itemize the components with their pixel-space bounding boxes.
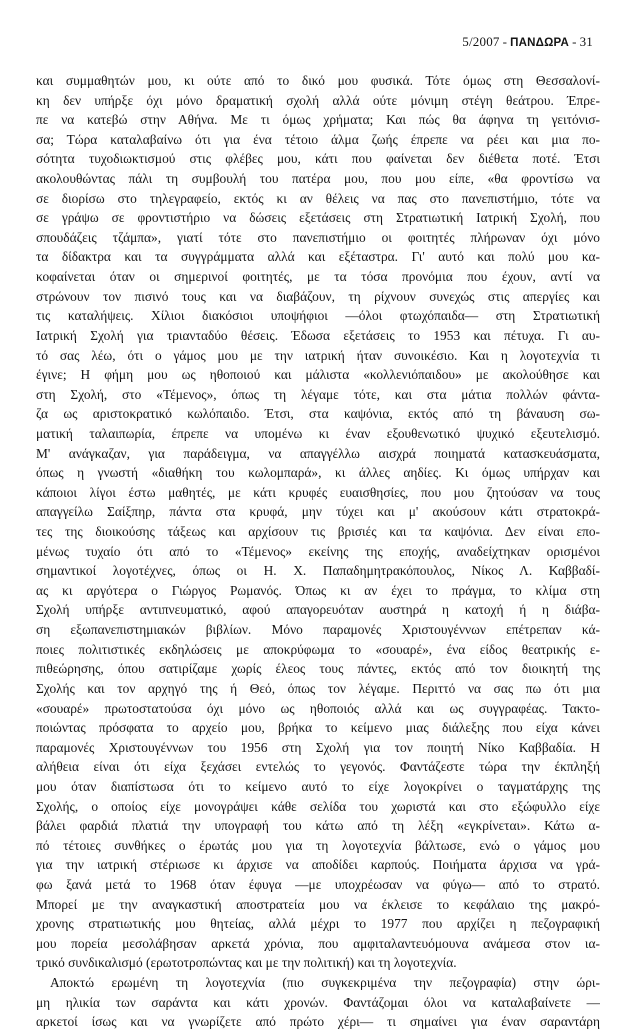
- text-line: Ιατρική Σχολή για τριανταδύο θέσεις. Έδωσα εξετάσεις το 1953 και πέτυχα. Γι αυ-: [36, 327, 600, 343]
- text-line: πό τέτοιες συνθήκες ο έρωτάς μου για τη λογοτεχνία βάλτωσε, ενώ ο γάμος μου: [36, 837, 600, 853]
- text-line: πε να κατεβώ στην Αθήνα. Με τι όμως χρήματα; Και πώς θα άφηνα τη γειτόνισ-: [36, 112, 600, 128]
- text-line: μη ηλικία των σαράντα και κάτι χρονών. Φαντάζομαι όλοι να καταλαβαίνετε —: [36, 994, 600, 1010]
- text-line: ζα ως αριστοκρατικό κωλόπαιδο. Έτσι, στα καψόνια, εκτός από τη βάναυση σω-: [36, 406, 600, 422]
- text-line: αρκετοί ίσως και να γνωρίζετε από πρώτο χέρι— τι σημαίνει για έναν σαραντάρη: [36, 1014, 600, 1030]
- text-line: ποιες πολιτιστικές εκδηλώσεις με αποκρύφωμα το «σουαρέ», ένα είδος θεατρικής ε-: [36, 641, 600, 657]
- text-line: χρονης στρατιωτικής μου θητείας, αλλά μέχρι το 1977 που αρχίζει η πεζογραφική: [36, 916, 600, 932]
- text-line: Αποκτώ ερωμένη τη λογοτεχνία (πιο συγκεκριμένα την πεζογραφία) στην ώρι-: [50, 975, 600, 991]
- text-line: μου πορεία μεσολάβησαν αρκετά χρόνια, που αμφιταλαντευόμουνα ανάμεσα στον ια-: [36, 935, 600, 951]
- text-line: ας κι αργότερα ο Γιώργος Ρωμανός. Όπως κι αν έχει το πράγμα, το κλίμα στη: [36, 582, 600, 598]
- text-line: Σχολής, ο οποίος είχε μονογράψει κάθε σελίδα του χωριστά και στο εξώφυλλο είχε: [36, 798, 600, 814]
- text-line: σότητα τυχοδιωκτισμού στις φλέβες μου, κάτι που φαίνεται δεν διέθετα ποτέ. Έτσι: [36, 151, 600, 167]
- text-line: ση εξωπανεπιστημιακών βιβλίων. Μόνο παραμονές Χριστουγέννων επέτρεπαν κά-: [36, 622, 600, 638]
- text-line: απαγγείλω Σαίξπηρ, πάντα στα κρυφά, μην τύχει και μ' ακούσουν κάτι στρατοκρά-: [36, 504, 600, 520]
- text-line: τό σας λέω, ότι ο γάμος μου με την ιατρική ήταν συνοικέσιο. Και η λογοτεχνία τι: [36, 347, 600, 363]
- text-line: κάποιοι λίγοι έστω μαθητές, με κάτι κρυφές ευαισθησίες, που μου ζητούσαν να τους: [36, 484, 600, 500]
- text-line: τα δίδακτρα και τα συγγράμματα αλλά και εξέταστρα. Γι' αυτό και πολύ μου κα-: [36, 249, 600, 265]
- text-line: κη δεν υπήρξε όχι μόνο δραματική σχολή αλλά ούτε μόνιμη στέγη θεάτρου. Έπρε-: [36, 92, 600, 108]
- text-line: φω ξανά μετά το 1968 όταν έφυγα —με υποχρέωσαν να φύγω— από το στρατό.: [36, 876, 600, 892]
- text-line: τις καταλήψεις. Χίλιοι διακόσιοι υποψήφιοι —όλοι φτωχόπαιδα— στη Στρατιωτική: [36, 308, 600, 324]
- text-line: μου όταν διαπίστωσα ότι το κείμενο αυτό το είχε λογοκρίνει ο ταγματάρχης της: [36, 778, 600, 794]
- text-line: τες της διοικούσης τάξεως και αρχίσουν τις βρισιές και τα καψόνια. Δεν είναι επο-: [36, 524, 600, 540]
- text-line: κοφαίνεται όταν οι σημερινοί φοιτητές, με τα τόσα προνόμια που έχουν, αντί να: [36, 269, 600, 285]
- text-line: αλήθεια είναι ότι είχα ξεχάσει εντελώς το γεγονός. Φαντάζεστε τώρα την έκπληξή: [36, 759, 600, 775]
- text-line: όπως η γνωστή «διαθήκη του κωλομπαρά», κι άλλες αηδίες. Κι όμως υπήρχαν και: [36, 465, 600, 481]
- text-line: «σουαρέ» πρωτοστατούσα όχι μόνο ως ηθοποιός αλλά και ως συγγραφέας. Τακτο-: [36, 700, 600, 716]
- text-line: σημαντικοί λογοτέχνες, όπως οι Η. Χ. Παπαδημητρακόπουλος, Νίκος Λ. Καββαδί-: [36, 563, 600, 579]
- text-line: Σχολής και τον αρχηγό της ή Θεό, όπως τον λέγαμε. Περιττό να σας πω ότι μια: [36, 680, 600, 696]
- text-line: έγινε; Η φήμη μου ως ηθοποιού και μάλιστα «κολλενιόπαιδου» με ακολούθησε και: [36, 367, 600, 383]
- text-line: σπουδάζεις τζάμπα», γιατί τότε στο πανεπιστήμιο οι φοιτητές πλήρωναν όχι μόνο: [36, 229, 600, 245]
- text-line: Μ' ανάγκαζαν, για παράδειγμα, να απαγγέλλω αισχρά ποιηματά κατασκευάσματα,: [36, 445, 600, 461]
- text-line: βάλει φαρδιά πλατιά την υπογραφή του κάτω από τη λέξη «εγκρίνεται». Κάτω α-: [36, 818, 600, 834]
- text-line: στη Σχολή, στο «Τέμενος», όπως τη λέγαμε τότε, και στα μάτια πολλών φάντα-: [36, 386, 600, 402]
- issue-date: 5/2007: [462, 34, 500, 49]
- journal-name: ΠΑΝΔΩΡΑ: [510, 37, 570, 49]
- text-line: τρικό συνδικαλισμό (ερωτοτροπώντας και με την πολιτική) και τη λογοτεχνία.: [36, 955, 457, 971]
- text-line: για την ιατρική στέριωσε κι άρχισε να αποδίδει καρπούς. Ποιήματα άρχισα να γρά-: [36, 857, 600, 873]
- text-line: ακολουθώντας πάλι τη συμβουλή του πατέρα μου, που μου είπε, «θα φροντίσω να: [36, 171, 600, 187]
- text-line: σε διορίσω στο τηλεγραφείο, εκτός κι αν θέλεις να πας στο πανεπιστήμιο, τότε να: [36, 190, 600, 206]
- text-line: ποιώντας πρόσφατα το αρχείο μου, βρήκα το κείμενο μιας διάλεξης που είχα κάνει: [36, 720, 600, 736]
- text-line: Σχολή υπήρξε αντιπνευματικό, αφού απαγορευόταν αυστηρά η κατοχή ή η διάβα-: [36, 602, 600, 618]
- text-line: Μπορεί με την αναγκαστική αποστρατεία μου να έκλεισε το κεφάλαιο της μακρό-: [36, 896, 600, 912]
- text-line: παραμονές Χριστουγέννων του 1956 στη Σχολή για τον ποιητή Νίκο Καββαδία. Η: [36, 739, 600, 755]
- header-dash-left: -: [502, 34, 508, 49]
- article-body: [36, 71, 600, 1032]
- header-dash-right: -: [572, 34, 577, 49]
- text-line: και συμμαθητών μου, κι ούτε από το δικό μου φυσικά. Τότε όμως στη Θεσσαλονί-: [36, 73, 600, 88]
- text-line: ματική ταλαιπωρία, έπρεπε να υπομένω κι έναν εξουθενωτικό ψυχικό εξευτελισμό.: [36, 425, 600, 441]
- page-number: 31: [579, 34, 593, 49]
- text-line: μένως τυχαίο ότι από το «Τέμενος» εκείνης της εποχής, αναδείχτηκαν ορισμένοι: [36, 543, 600, 559]
- text-line: στρώνουν τον πισινό τους και να διαβάζουν, τη ρίχνουν συνεχώς στις απεργίες και: [36, 288, 600, 304]
- text-line: σε γράψω σε φροντιστήριο να δώσεις εξετάσεις στη Στρατιωτική Ιατρική Σχολή, που: [36, 210, 600, 226]
- text-line: σα; Τώρα καταλαβαίνω ότι για ένα τέτοιο άλμα ζωής έπρεπε να ρέει και μια πο-: [36, 131, 600, 147]
- text-line: πιθεώρησης, όπου σατιρίζαμε χωρίς έλεος τους πάντες, εκτός από τον διοικητή της: [36, 661, 600, 677]
- page-header: [462, 34, 593, 50]
